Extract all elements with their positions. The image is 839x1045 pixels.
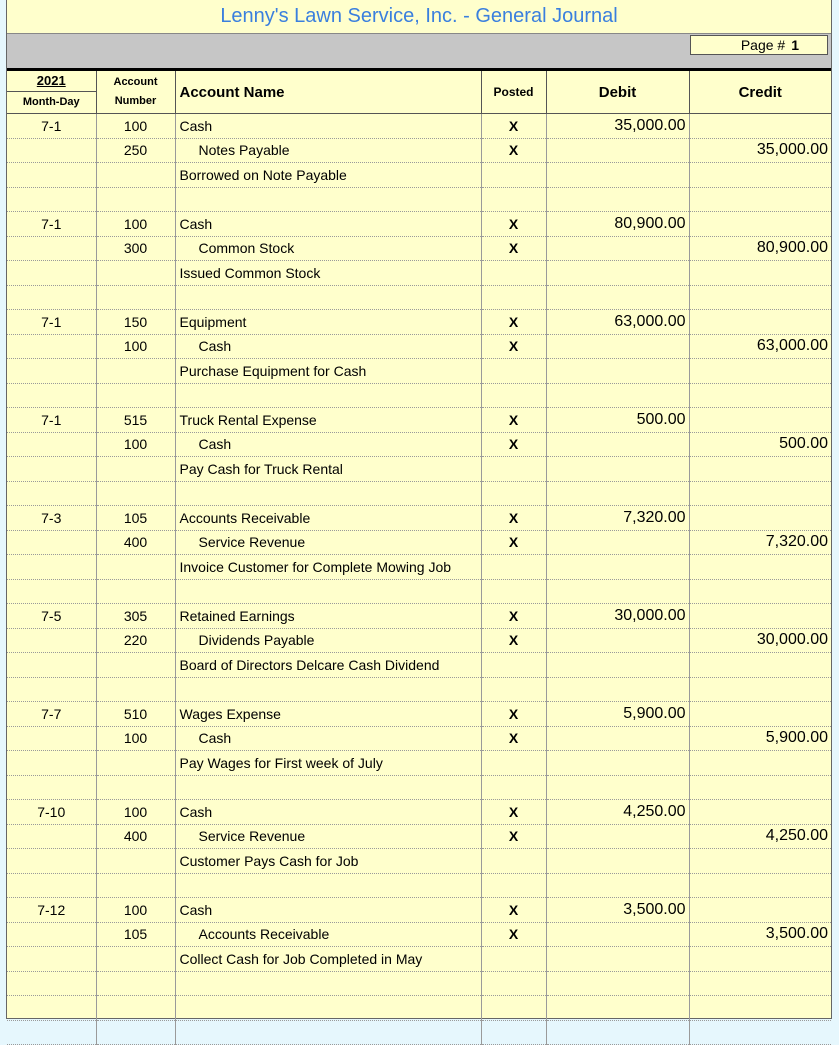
account-name-cell[interactable]: Cash [175,334,481,359]
date-column-header [7,71,96,114]
entry-date-cell[interactable] [7,873,96,898]
account-name-cell[interactable]: Accounts Receivable [175,922,481,947]
journal-row-blank [7,481,831,506]
account-number-cell[interactable]: 400 [96,530,175,555]
account-number-cell[interactable] [96,163,175,188]
journal-row-blank [7,285,831,310]
account-name-column-header: Account Name [175,71,481,114]
account-number-cell[interactable]: 400 [96,824,175,849]
credit-amount-cell[interactable] [689,163,831,188]
account-number-cell[interactable] [96,849,175,874]
debit-amount-cell[interactable]: 63,000.00 [546,310,689,335]
account-number-cell[interactable]: 105 [96,506,175,531]
posted-mark-cell[interactable] [481,849,546,874]
memo-cell[interactable]: Board of Directors Delcare Cash Dividend [175,653,481,678]
journal-row-debit [7,702,831,727]
credit-amount-cell[interactable] [689,187,831,212]
debit-amount-cell[interactable] [546,163,689,188]
credit-amount-cell[interactable]: 63,000.00 [689,334,831,359]
account-name-cell[interactable]: Cash [175,212,481,237]
debit-amount-cell[interactable] [546,726,689,751]
account-number-cell[interactable] [96,285,175,310]
entry-date-cell[interactable] [7,947,96,972]
posted-mark-cell[interactable]: X [481,236,546,261]
account-name-cell[interactable]: Service Revenue [175,530,481,555]
entry-date-cell[interactable] [7,432,96,457]
entry-date-cell[interactable]: 7-1 [7,212,96,237]
account-number-cell[interactable]: 150 [96,310,175,335]
account-number-cell[interactable] [96,383,175,408]
journal-row-memo [7,947,831,972]
debit-amount-cell[interactable] [546,996,689,1021]
entry-date-cell[interactable]: 7-12 [7,898,96,923]
debit-amount-cell[interactable] [546,383,689,408]
debit-amount-cell[interactable] [546,555,689,580]
entry-date-cell[interactable] [7,187,96,212]
account-name-cell[interactable] [175,481,481,506]
account-number-cell[interactable] [96,996,175,1021]
entry-date-cell[interactable] [7,530,96,555]
entry-date-cell[interactable] [7,236,96,261]
credit-amount-cell[interactable] [689,310,831,335]
debit-amount-cell[interactable] [546,971,689,996]
journal-row-credit [7,824,831,849]
debit-amount-cell[interactable]: 500.00 [546,408,689,433]
page-label: Page # [740,37,786,53]
journal-row-debit [7,800,831,825]
entry-date-cell[interactable] [7,579,96,604]
posted-mark-cell[interactable] [481,751,546,776]
debit-amount-cell[interactable] [546,432,689,457]
credit-amount-cell[interactable]: 500.00 [689,432,831,457]
credit-amount-cell[interactable] [689,873,831,898]
account-number-cell[interactable]: 100 [96,212,175,237]
journal-row-memo [7,849,831,874]
entry-date-cell[interactable] [7,824,96,849]
account-number-cell[interactable] [96,653,175,678]
journal-row-blank [7,677,831,702]
account-number-cell[interactable]: 100 [96,726,175,751]
account-name-cell[interactable] [175,285,481,310]
account-name-cell[interactable]: Cash [175,898,481,923]
posted-mark-cell[interactable] [481,579,546,604]
debit-amount-cell[interactable] [546,849,689,874]
account-number-cell[interactable] [96,555,175,580]
credit-amount-cell[interactable] [689,996,831,1021]
account-name-cell[interactable] [175,383,481,408]
debit-amount-cell[interactable] [546,285,689,310]
account-name-cell[interactable]: Retained Earnings [175,604,481,629]
account-number-cell[interactable] [96,187,175,212]
journal-body [7,114,831,1045]
posted-mark-cell[interactable]: X [481,432,546,457]
account-number-cell[interactable] [96,751,175,776]
posted-mark-cell[interactable]: X [481,334,546,359]
posted-mark-cell[interactable] [481,677,546,702]
posted-mark-cell[interactable]: X [481,530,546,555]
entry-date-cell[interactable] [7,334,96,359]
account-name-cell[interactable]: Equipment [175,310,481,335]
memo-cell[interactable]: Purchase Equipment for Cash [175,359,481,384]
entry-date-cell[interactable] [7,383,96,408]
account-name-cell[interactable] [175,187,481,212]
memo-cell[interactable]: Customer Pays Cash for Job [175,849,481,874]
debit-amount-cell[interactable] [546,824,689,849]
memo-cell[interactable]: Borrowed on Note Payable [175,163,481,188]
journal-row-credit [7,334,831,359]
debit-amount-cell[interactable] [546,947,689,972]
credit-amount-cell[interactable] [689,506,831,531]
posted-mark-cell[interactable]: X [481,408,546,433]
journal-table [7,71,831,1045]
posted-mark-cell[interactable] [481,261,546,286]
account-number-cell[interactable] [96,971,175,996]
account-number-column-header [96,71,175,114]
credit-amount-cell[interactable]: 4,250.00 [689,824,831,849]
journal-row-debit [7,212,831,237]
account-name-cell[interactable]: Notes Payable [175,138,481,163]
credit-amount-cell[interactable] [689,457,831,482]
debit-amount-cell[interactable] [546,677,689,702]
account-name-cell[interactable] [175,579,481,604]
posted-mark-cell[interactable] [481,285,546,310]
account-name-cell[interactable]: Service Revenue [175,824,481,849]
journal-row-credit [7,138,831,163]
journal-sheet [6,0,832,1019]
credit-amount-cell[interactable] [689,800,831,825]
posted-mark-cell[interactable] [481,996,546,1021]
entry-date-cell[interactable] [7,138,96,163]
debit-amount-cell[interactable] [546,922,689,947]
account-name-cell[interactable]: Cash [175,800,481,825]
journal-row-memo [7,653,831,678]
entry-date-cell[interactable] [7,653,96,678]
credit-amount-cell[interactable] [689,849,831,874]
posted-column-header: Posted [481,71,546,114]
account-number-cell[interactable]: 105 [96,922,175,947]
journal-row-debit [7,408,831,433]
credit-amount-cell[interactable] [689,261,831,286]
account-name-cell[interactable]: Accounts Receivable [175,506,481,531]
account-number-cell[interactable]: 100 [96,114,175,139]
entry-date-cell[interactable] [7,849,96,874]
account-number-cell[interactable] [96,775,175,800]
credit-amount-cell[interactable] [689,555,831,580]
journal-row-blank [7,775,831,800]
account-name-cell[interactable]: Dividends Payable [175,628,481,653]
credit-amount-cell[interactable]: 35,000.00 [689,138,831,163]
debit-amount-cell[interactable] [546,530,689,555]
debit-amount-cell[interactable]: 4,250.00 [546,800,689,825]
posted-mark-cell[interactable] [481,775,546,800]
journal-row-credit [7,236,831,261]
debit-amount-cell[interactable] [546,261,689,286]
account-name-cell[interactable] [175,677,481,702]
memo-cell[interactable]: Invoice Customer for Complete Mowing Job [175,555,481,580]
posted-mark-cell[interactable]: X [481,114,546,139]
account-number-cell[interactable] [96,481,175,506]
journal-row-debit [7,604,831,629]
debit-amount-cell[interactable]: 35,000.00 [546,114,689,139]
year-label: 2021 [7,72,96,92]
entry-date-cell[interactable]: 7-1 [7,310,96,335]
entry-date-cell[interactable] [7,261,96,286]
debit-amount-cell[interactable] [546,359,689,384]
credit-amount-cell[interactable] [689,481,831,506]
journal-row-credit [7,530,831,555]
memo-cell[interactable]: Issued Common Stock [175,261,481,286]
debit-amount-cell[interactable]: 5,900.00 [546,702,689,727]
debit-amount-cell[interactable]: 3,500.00 [546,898,689,923]
entry-date-cell[interactable]: 7-10 [7,800,96,825]
account-number-cell[interactable]: 515 [96,408,175,433]
account-number-cell[interactable] [96,359,175,384]
entry-date-cell[interactable] [7,481,96,506]
credit-amount-cell[interactable] [689,947,831,972]
account-number-cell[interactable]: 100 [96,800,175,825]
credit-column-header: Credit [689,71,831,114]
account-name-cell[interactable]: Wages Expense [175,702,481,727]
entry-date-cell[interactable]: 7-1 [7,408,96,433]
journal-row-memo [7,261,831,286]
entry-date-cell[interactable] [7,457,96,482]
credit-amount-cell[interactable]: 5,900.00 [689,726,831,751]
posted-mark-cell[interactable] [481,971,546,996]
journal-row-memo [7,359,831,384]
posted-mark-cell[interactable] [481,359,546,384]
entry-date-cell[interactable]: 7-5 [7,604,96,629]
memo-cell[interactable]: Pay Wages for First week of July [175,751,481,776]
debit-amount-cell[interactable] [546,481,689,506]
posted-mark-cell[interactable]: X [481,824,546,849]
entry-date-cell[interactable]: 7-1 [7,114,96,139]
entry-date-cell[interactable] [7,555,96,580]
account-number-cell[interactable]: 100 [96,898,175,923]
debit-amount-cell[interactable] [546,628,689,653]
entry-date-cell[interactable]: 7-7 [7,702,96,727]
debit-amount-cell[interactable]: 30,000.00 [546,604,689,629]
credit-amount-cell[interactable] [689,653,831,678]
debit-amount-cell[interactable] [546,138,689,163]
debit-amount-cell[interactable] [546,751,689,776]
posted-mark-cell[interactable]: X [481,702,546,727]
posted-mark-cell[interactable] [481,187,546,212]
journal-row-debit [7,898,831,923]
debit-amount-cell[interactable] [546,236,689,261]
posted-mark-cell[interactable]: X [481,898,546,923]
memo-cell[interactable]: Pay Cash for Truck Rental [175,457,481,482]
memo-cell[interactable]: Collect Cash for Job Completed in May [175,947,481,972]
credit-amount-cell[interactable] [689,971,831,996]
account-number-cell[interactable] [96,873,175,898]
posted-mark-cell[interactable] [481,383,546,408]
posted-mark-cell[interactable]: X [481,138,546,163]
account-number-cell[interactable] [96,457,175,482]
account-name-cell[interactable]: Cash [175,726,481,751]
entry-date-cell[interactable] [7,775,96,800]
credit-amount-cell[interactable] [689,604,831,629]
journal-row-debit [7,310,831,335]
account-label: Account [113,76,158,88]
posted-mark-cell[interactable] [481,947,546,972]
entry-date-cell[interactable] [7,996,96,1021]
account-name-cell[interactable]: Cash [175,432,481,457]
account-number-cell[interactable]: 100 [96,334,175,359]
credit-amount-cell[interactable] [689,677,831,702]
account-name-cell[interactable]: Cash [175,114,481,139]
debit-amount-cell[interactable] [546,579,689,604]
entry-date-cell[interactable] [7,751,96,776]
journal-row-credit [7,922,831,947]
posted-mark-cell[interactable]: X [481,628,546,653]
month-day-label: Month-Day [22,96,80,108]
account-name-cell[interactable]: Common Stock [175,236,481,261]
entry-date-cell[interactable] [7,726,96,751]
debit-amount-cell[interactable] [546,457,689,482]
credit-amount-cell[interactable] [689,114,831,139]
posted-mark-cell[interactable] [481,555,546,580]
credit-amount-cell[interactable]: 80,900.00 [689,236,831,261]
journal-title: Lenny's Lawn Service, Inc. - General Journal [220,5,618,27]
debit-amount-cell[interactable]: 7,320.00 [546,506,689,531]
credit-amount-cell[interactable]: 30,000.00 [689,628,831,653]
journal-row-debit [7,114,831,139]
posted-mark-cell[interactable]: X [481,212,546,237]
journal-row-debit [7,506,831,531]
account-number-cell[interactable]: 250 [96,138,175,163]
account-name-cell[interactable] [175,996,481,1021]
account-number-cell[interactable]: 220 [96,628,175,653]
credit-amount-cell[interactable]: 3,500.00 [689,922,831,947]
entry-date-cell[interactable] [7,922,96,947]
journal-row-credit [7,628,831,653]
debit-amount-cell[interactable] [546,873,689,898]
journal-row-blank [7,971,831,996]
entry-date-cell[interactable] [7,628,96,653]
page-number-box [690,35,828,55]
debit-column-header: Debit [546,71,689,114]
entry-date-cell[interactable] [7,677,96,702]
credit-amount-cell[interactable] [689,775,831,800]
account-name-cell[interactable] [175,873,481,898]
debit-amount-cell[interactable] [546,653,689,678]
credit-amount-cell[interactable] [689,702,831,727]
credit-amount-cell[interactable] [689,285,831,310]
account-name-cell[interactable]: Truck Rental Expense [175,408,481,433]
entry-date-cell[interactable] [7,971,96,996]
journal-row-blank [7,579,831,604]
posted-mark-cell[interactable] [481,653,546,678]
posted-mark-cell[interactable]: X [481,310,546,335]
account-name-cell[interactable] [175,971,481,996]
journal-row-blank [7,996,831,1021]
account-name-cell[interactable] [175,775,481,800]
header-bar [7,33,831,68]
journal-row-blank [7,383,831,408]
debit-amount-cell[interactable] [546,334,689,359]
column-header-row [7,71,831,114]
credit-amount-cell[interactable] [689,751,831,776]
posted-mark-cell[interactable]: X [481,922,546,947]
entry-date-cell[interactable]: 7-3 [7,506,96,531]
credit-amount-cell[interactable] [689,579,831,604]
journal-row-blank [7,187,831,212]
journal-row-credit [7,726,831,751]
account-number-cell[interactable] [96,579,175,604]
posted-mark-cell[interactable]: X [481,506,546,531]
journal-row-memo [7,751,831,776]
account-number-cell[interactable]: 300 [96,236,175,261]
entry-date-cell[interactable] [7,285,96,310]
debit-amount-cell[interactable] [546,187,689,212]
credit-amount-cell[interactable] [689,898,831,923]
credit-amount-cell[interactable] [689,408,831,433]
account-number-cell[interactable] [96,261,175,286]
posted-mark-cell[interactable]: X [481,726,546,751]
account-number-cell[interactable] [96,677,175,702]
account-number-cell[interactable]: 305 [96,604,175,629]
posted-mark-cell[interactable]: X [481,604,546,629]
credit-amount-cell[interactable]: 7,320.00 [689,530,831,555]
posted-mark-cell[interactable] [481,481,546,506]
page-number: 1 [791,37,799,53]
entry-date-cell[interactable] [7,163,96,188]
journal-row-memo [7,457,831,482]
credit-amount-cell[interactable] [689,383,831,408]
journal-row-credit [7,432,831,457]
posted-mark-cell[interactable] [481,163,546,188]
account-number-cell[interactable]: 100 [96,432,175,457]
journal-row-memo [7,163,831,188]
account-number-cell[interactable] [96,947,175,972]
debit-amount-cell[interactable] [546,775,689,800]
debit-amount-cell[interactable]: 80,900.00 [546,212,689,237]
credit-amount-cell[interactable] [689,359,831,384]
account-number-cell[interactable]: 510 [96,702,175,727]
posted-mark-cell[interactable] [481,873,546,898]
journal-row-memo [7,555,831,580]
journal-row-blank [7,873,831,898]
credit-amount-cell[interactable] [689,212,831,237]
entry-date-cell[interactable] [7,359,96,384]
posted-mark-cell[interactable] [481,457,546,482]
number-label: Number [114,95,157,107]
posted-mark-cell[interactable]: X [481,800,546,825]
